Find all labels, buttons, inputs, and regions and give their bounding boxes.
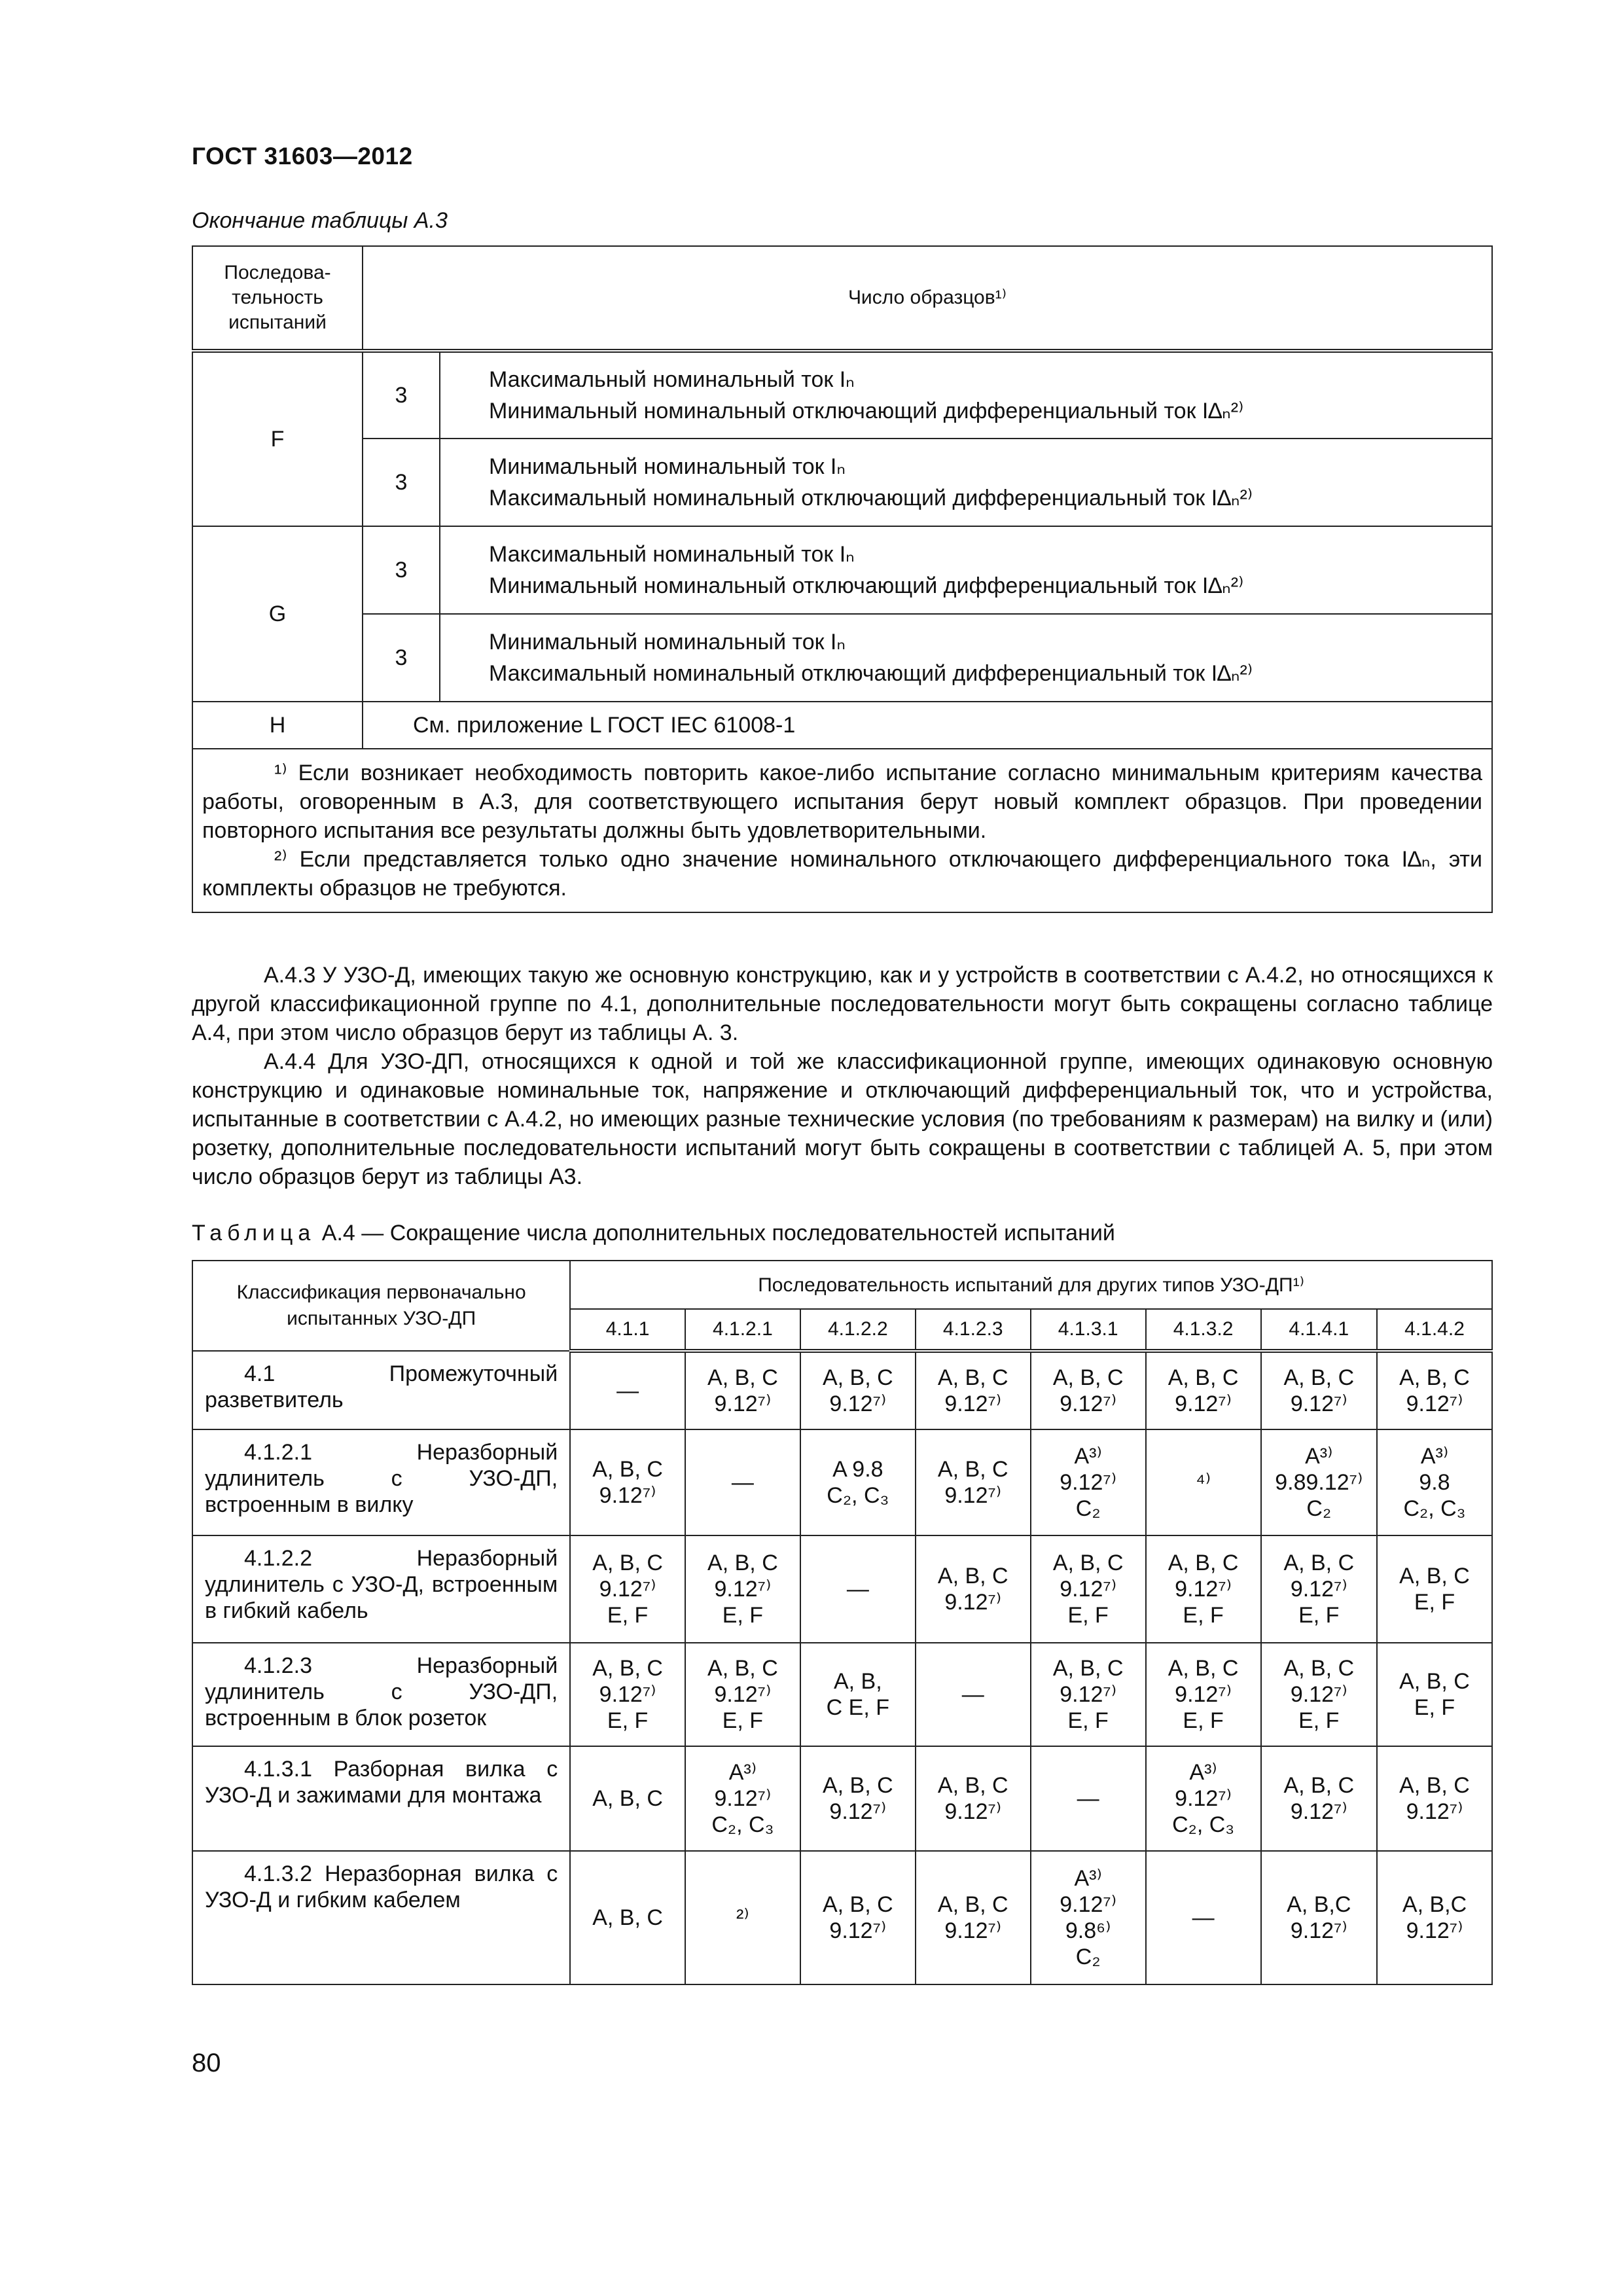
classification-cell: 4.1.3.2 Неразборная вилка с УЗО-Д и гибким кабелем [192,1851,570,1984]
sequence-cell: — [685,1429,800,1535]
sequence-cell: A, B, C 9.12⁷⁾ E, F [1261,1535,1377,1643]
description-cell: Минимальный номинальный ток Iₙ Максимальный номинальный отключающий дифференциальный ток I∆ₙ²⁾ [440,439,1492,526]
sequence-cell: A, B, C 9.12⁷⁾ E, F [570,1643,685,1746]
sequence-cell: A, B, C 9.12⁷⁾ [916,1429,1031,1535]
sequence-cell: A, B, C 9.12⁷⁾ [1261,1351,1377,1429]
sequence-cell: A, B, C 9.12⁷⁾ [1261,1746,1377,1851]
sequence-cell: A, B, C 9.12⁷⁾ [1377,1746,1492,1851]
count-cell: 3 [363,439,440,526]
sequence-cell: A³⁾ 9.89.12⁷⁾ C₂ [1261,1429,1377,1535]
description-cell: См. приложение L ГОСТ IEC 61008-1 [363,702,1492,749]
table-a4-column-header: 4.1.1 [570,1309,685,1351]
page-number: 80 [192,2049,221,2077]
classification-cell: 4.1 Промежуточный разветвитель [192,1351,570,1429]
sequence-cell: A, B, C 9.12⁷⁾ E, F [685,1535,800,1643]
paragraph-a44: А.4.4 Для УЗО-ДП, относящихся к одной и той же классификационной группе, имеющих одинаковую основную конструкцию и одинаковые номинальные ток, напряжение и отключающий дифференциальный ток, что и устройства, испытанные в соответствии с А.4.2, но имеющих разные технические условия (по требованиям к размерам) на вилку и (или) розетку, дополнительные последовательности испытаний могут быть сокращены в соответствии с таблицей А. 5, при этом число образцов берут из таблицы А3. [192,1049,1493,1189]
table-a4-column-header: 4.1.2.3 [916,1309,1031,1351]
classification-cell: 4.1.2.2 Неразборный удлинитель с УЗО-Д, встроенным в гибкий кабель [192,1535,570,1643]
sequence-cell: A, B,C 9.12⁷⁾ [1261,1851,1377,1984]
sequence-cell: — [916,1643,1031,1746]
description-cell: Максимальный номинальный ток Iₙ Минимальный номинальный отключающий дифференциальный ток I∆ₙ²⁾ [440,526,1492,614]
sequence-cell: A, B, C 9.12⁷⁾ [800,1851,916,1984]
sequence-cell: A, B, C 9.12⁷⁾ [1377,1351,1492,1429]
sequence-cell: — [570,1351,685,1429]
table-a3 [192,245,1493,913]
table-a4-column-header: 4.1.3.2 [1146,1309,1261,1351]
table-row [192,702,1492,749]
sequence-cell: A, B, C 9.12⁷⁾ [685,1351,800,1429]
sequence-cell: A, B, C 9.12⁷⁾ [1031,1351,1146,1429]
sequence-cell: A, B, C 9.12⁷⁾ E, F [1261,1643,1377,1746]
sequence-cell: A, B, C 9.12⁷⁾ E, F [685,1643,800,1746]
sequence-cell: — [1146,1851,1261,1984]
table-a3-header-samples: Число образцов¹⁾ [363,246,1492,351]
sequence-cell: ⁴⁾ [1146,1429,1261,1535]
description-cell: Минимальный номинальный ток Iₙ Максимальный номинальный отключающий дифференциальный ток I∆ₙ²⁾ [440,614,1492,702]
table-row [192,1351,1492,1429]
table-a3-header-sequence: Последова- тельность испытаний [192,246,363,351]
sequence-cell: A³⁾ 9.8 C₂, C₃ [1377,1429,1492,1535]
sequence-cell: A, B, C E, F [1377,1643,1492,1746]
sequence-cell: A³⁾ 9.12⁷⁾ C₂ [1031,1429,1146,1535]
table-a3-footnotes [192,749,1492,912]
classification-cell: 4.1.3.1 Разборная вилка с УЗО-Д и зажимами для монтажа [192,1746,570,1851]
table-a4-caption [192,1221,1115,1246]
sequence-cell: A, B, C 9.12⁷⁾ [916,1535,1031,1643]
table-row [192,1535,1492,1643]
table-row [192,614,1492,702]
sequence-cell: A, B, C E, F [1377,1535,1492,1643]
table-a4-column-header: 4.1.2.2 [800,1309,916,1351]
table-a4-header-classification: Классификация первоначально испытанных УЗО-ДП [192,1261,570,1351]
table-a3-caption: Окончание таблицы А.3 [192,208,448,233]
sequence-cell: A, B, C 9.12⁷⁾ E, F [1146,1643,1261,1746]
table-row [192,1746,1492,1851]
sequence-cell: G [192,526,363,702]
sequence-cell: A, B,C 9.12⁷⁾ [1377,1851,1492,1984]
paragraph-a43: А.4.3 У УЗО-Д, имеющих такую же основную конструкцию, как и у устройств в соответствии с А.4.2, но относящихся к другой классификационной группе по 4.1, дополнительные последовательности могут быть сокращены согласно таблице А.4, при этом число образцов берут из таблицы А. 3. [192,963,1493,1045]
sequence-cell: A, B, C 9.12⁷⁾ E, F [1031,1643,1146,1746]
sequence-cell: A, B, C 9.12⁷⁾ [916,1351,1031,1429]
sequence-cell: H [192,702,363,749]
table-row [192,1851,1492,1984]
table-a4-caption-text: А.4 — Сокращение числа дополнительных последовательностей испытаний [321,1221,1115,1246]
sequence-cell: A, B, C 9.12⁷⁾ E, F [1146,1535,1261,1643]
sequence-cell: A, B, C 9.12⁷⁾ E, F [570,1535,685,1643]
sequence-cell: F [192,351,363,526]
table-row [192,1643,1492,1746]
table-a4-column-header: 4.1.4.2 [1377,1309,1492,1351]
footnote-1: ¹⁾ Если возникает необходимость повторить какое-либо испытание согласно минимальным критериям качества работы, оговоренным в А.3, для соответствующего испытания берут новый комплект образцов. При проведении повторного испытания все результаты должны быть удовлетворительными. [202,761,1482,843]
table-a4 [192,1260,1493,1985]
sequence-cell: A, B, C 9.12⁷⁾ [916,1746,1031,1851]
table-a4-column-header: 4.1.3.1 [1031,1309,1146,1351]
count-cell: 3 [363,351,440,439]
table-row [192,439,1492,526]
sequence-cell: A, B, C 9.12⁷⁾ E, F [1031,1535,1146,1643]
sequence-cell: A, B, C [570,1851,685,1984]
sequence-cell: A³⁾ 9.12⁷⁾ 9.8⁶⁾ C₂ [1031,1851,1146,1984]
sequence-cell: A 9.8 C₂, C₃ [800,1429,916,1535]
sequence-cell: A, B, C 9.12⁷⁾ [570,1429,685,1535]
footnote-2: ²⁾ Если представляется только одно значение номинального отключающего дифференциального тока I∆ₙ, эти комплекты образцов не требуются. [202,847,1482,901]
classification-cell: 4.1.2.3 Неразборный удлинитель с УЗО-ДП, встроенным в блок розеток [192,1643,570,1746]
document-header: ГОСТ 31603—2012 [192,143,413,170]
table-row [192,1429,1492,1535]
description-cell: Максимальный номинальный ток Iₙ Минимальный номинальный отключающий дифференциальный ток I∆ₙ²⁾ [440,351,1492,439]
table-a4-column-header: 4.1.2.1 [685,1309,800,1351]
table-a4-caption-prefix: Таблица [192,1221,316,1246]
sequence-cell: A, B, C 9.12⁷⁾ [1146,1351,1261,1429]
sequence-cell: A, B, C 9.12⁷⁾ [800,1746,916,1851]
sequence-cell: A, B, C E, F [800,1643,916,1746]
sequence-cell: A, B, C 9.12⁷⁾ [916,1851,1031,1984]
sequence-cell: A³⁾ 9.12⁷⁾ C₂, C₃ [1146,1746,1261,1851]
count-cell: 3 [363,614,440,702]
sequence-cell: ²⁾ [685,1851,800,1984]
sequence-cell: A, B, C [570,1746,685,1851]
classification-cell: 4.1.2.1 Неразборный удлинитель с УЗО-ДП, встроенным в вилку [192,1429,570,1535]
table-a4-header-sequence: Последовательность испытаний для других типов УЗО-ДП¹⁾ [570,1261,1492,1309]
sequence-cell: A³⁾ 9.12⁷⁾ C₂, C₃ [685,1746,800,1851]
sequence-cell: — [800,1535,916,1643]
table-row [192,526,1492,614]
sequence-cell: A, B, C 9.12⁷⁾ [800,1351,916,1429]
table-a4-column-header: 4.1.4.1 [1261,1309,1377,1351]
table-row [192,351,1492,439]
count-cell: 3 [363,526,440,614]
sequence-cell: — [1031,1746,1146,1851]
